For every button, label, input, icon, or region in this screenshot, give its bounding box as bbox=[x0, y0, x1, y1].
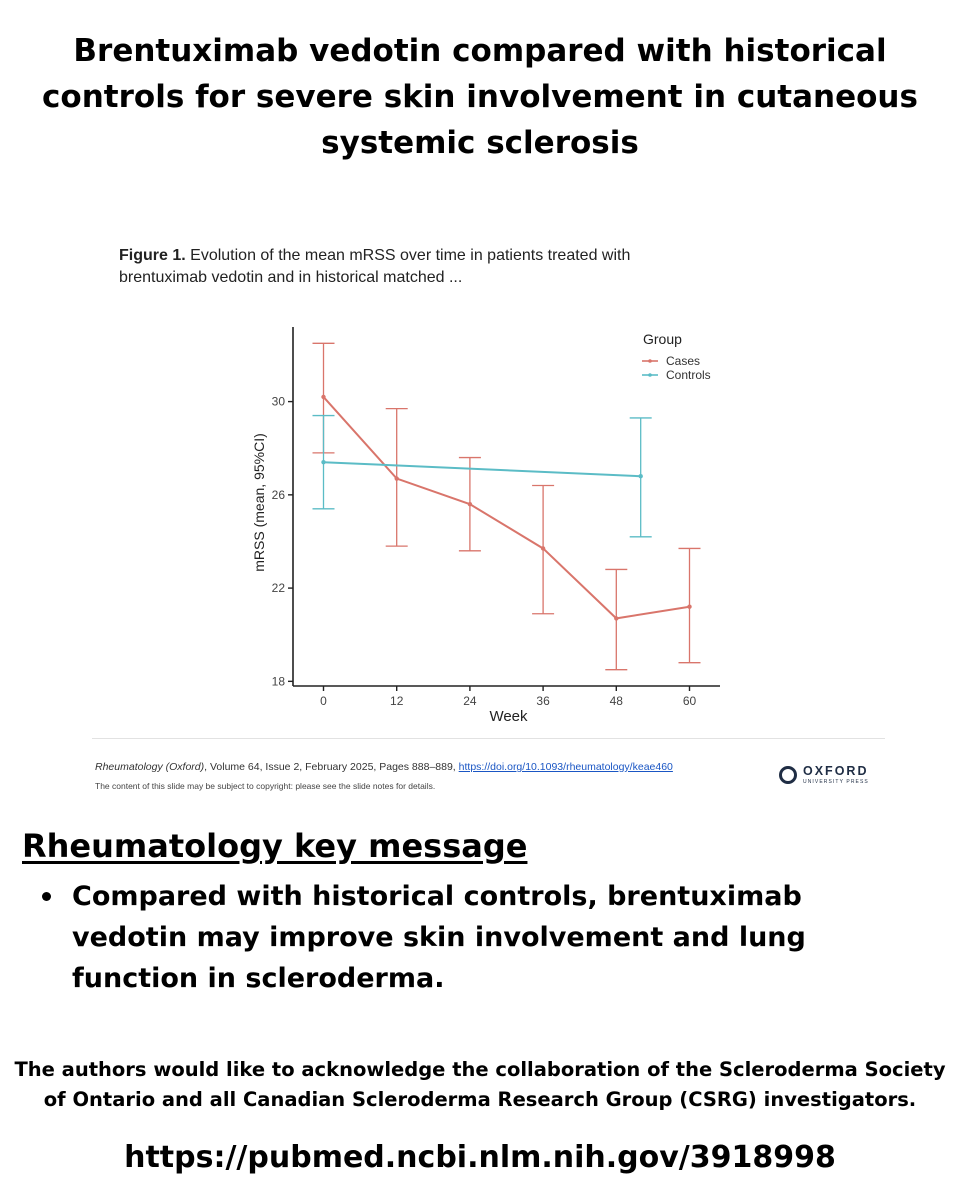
legend-controls-dot bbox=[648, 373, 652, 377]
key-message-text: Compared with historical controls, brentuximab vedotin may improve skin involvement and lung function in scleroderma. bbox=[72, 881, 806, 994]
cases-point bbox=[468, 502, 472, 506]
x-tick-label: 24 bbox=[463, 694, 477, 708]
oxford-subtitle: UNIVERSITY PRESS bbox=[803, 779, 869, 785]
bullet-icon bbox=[42, 892, 51, 901]
y-tick-label: 18 bbox=[271, 674, 285, 689]
y-axis-label: mRSS (mean, 95%CI) bbox=[251, 433, 267, 572]
x-axis-label: Week bbox=[489, 708, 528, 725]
figure-label: Figure 1. bbox=[119, 247, 186, 264]
cases-point bbox=[541, 546, 545, 550]
controls-point bbox=[321, 460, 325, 464]
y-tick-label: 22 bbox=[271, 581, 285, 596]
legend-cases-label: Cases bbox=[666, 354, 701, 368]
cases-point bbox=[687, 605, 691, 609]
acknowledgement: The authors would like to acknowledge the collaboration of the Scleroderma Society of Ontario and all Canadian Scleroderma Research Group (CSRG) investigators. bbox=[14, 1058, 946, 1111]
divider bbox=[92, 738, 885, 739]
x-tick-label: 36 bbox=[536, 694, 550, 708]
y-tick-label: 26 bbox=[271, 487, 285, 502]
key-message-bullet bbox=[72, 876, 912, 999]
pubmed-url[interactable]: https://pubmed.ncbi.nlm.nih.gov/3918998 bbox=[124, 1140, 836, 1175]
citation-details: , Volume 64, Issue 2, February 2025, Pages 888–889, bbox=[204, 761, 459, 773]
legend-cases-dot bbox=[648, 359, 652, 363]
citation-doi-link[interactable]: https://doi.org/10.1093/rheumatology/keae460 bbox=[458, 761, 673, 773]
cases-point bbox=[614, 616, 618, 620]
headline: Brentuximab vedotin compared with historical controls for severe skin involvement in cutaneous systemic sclerosis bbox=[42, 33, 918, 161]
cases-series-line bbox=[324, 397, 690, 618]
legend-controls-label: Controls bbox=[666, 368, 711, 382]
x-tick-label: 60 bbox=[682, 694, 697, 708]
oxford-name: OXFORD bbox=[803, 764, 869, 778]
x-tick-label: 12 bbox=[390, 694, 404, 708]
cases-point bbox=[395, 476, 399, 480]
controls-series-line bbox=[324, 462, 641, 476]
x-tick-label: 48 bbox=[609, 694, 623, 708]
citation-journal: Rheumatology (Oxford) bbox=[95, 761, 205, 773]
x-tick-label: 0 bbox=[320, 694, 327, 708]
controls-point bbox=[639, 474, 643, 478]
citation bbox=[95, 761, 775, 773]
oxford-logo bbox=[779, 764, 889, 788]
cases-point bbox=[321, 395, 325, 399]
oxford-ring-icon bbox=[779, 766, 797, 784]
legend-title: Group bbox=[643, 331, 682, 347]
y-tick-label: 30 bbox=[271, 394, 285, 409]
key-message-list bbox=[72, 876, 912, 999]
copyright-note: The content of this slide may be subject to copyright: please see the slide notes for details. bbox=[95, 781, 436, 791]
key-message-heading: Rheumatology key message bbox=[22, 827, 528, 865]
figure-caption-text: Evolution of the mean mRSS over time in patients treated with brentuximab vedotin and in historical matched ... bbox=[119, 247, 631, 286]
